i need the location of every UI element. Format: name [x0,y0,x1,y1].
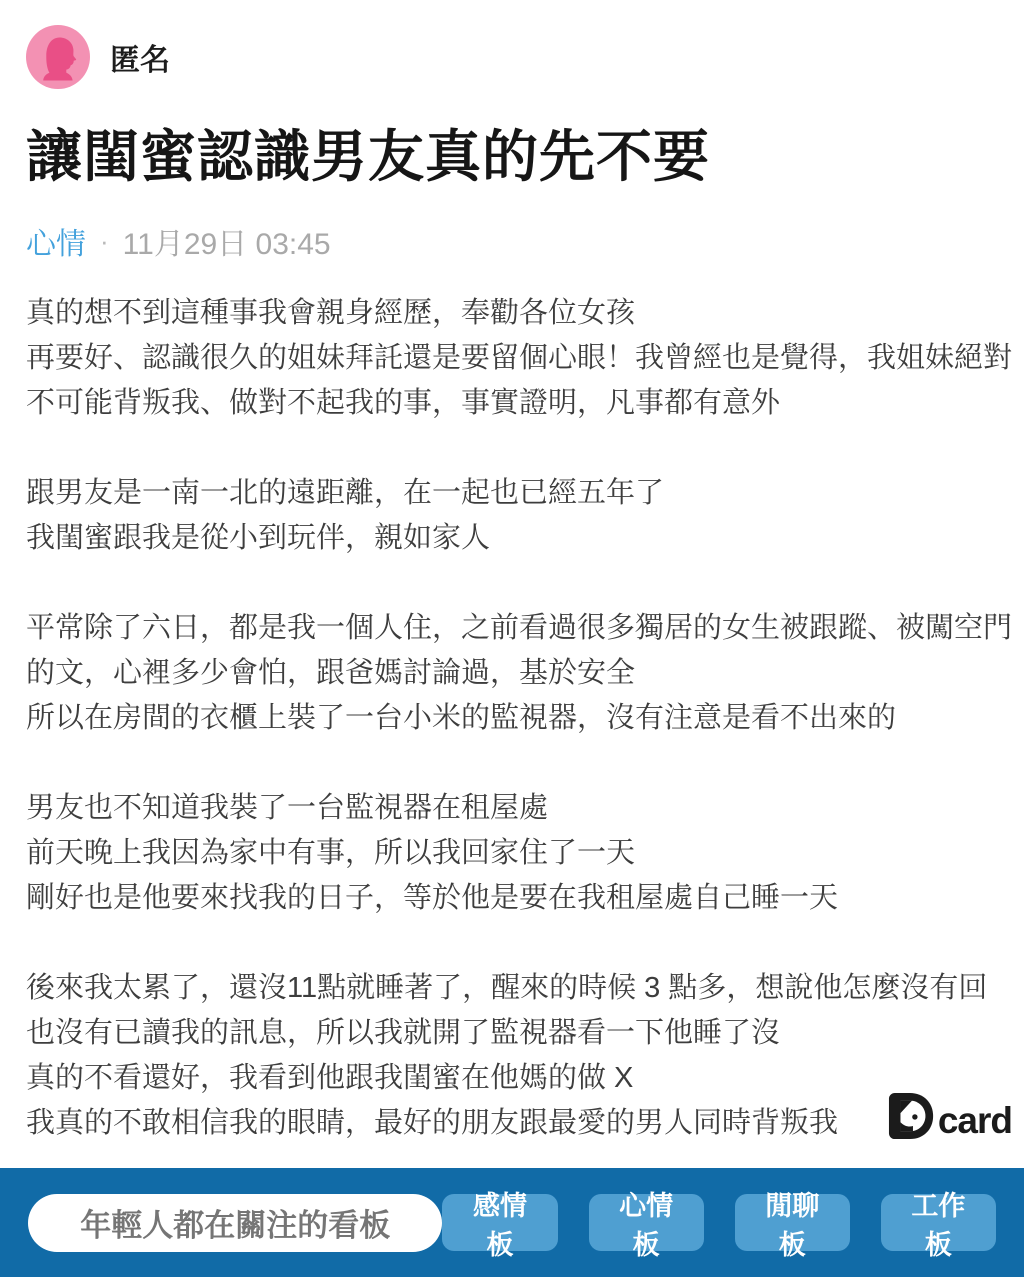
board-button-relationship[interactable]: 感情板 [442,1194,557,1251]
body-line: 真的不看還好，我看到他跟我閨蜜在他媽的做 X [26,1062,634,1094]
paragraph [26,471,996,561]
paragraph [26,786,996,921]
body-line: 後來我太累了，還沒11點就睡著了，醒來的時候 3 點多，想說他怎麼沒有回 [26,972,988,1004]
bottom-promo-bar [0,1168,1024,1277]
board-button-chat[interactable]: 閒聊板 [735,1194,850,1251]
body-line: 真的想不到這種事我會親身經歷，奉勸各位女孩 [26,297,636,329]
author-name: 匿名 [110,44,170,77]
body-line: 跟男友是一南一北的遠距離，在一起也已經五年了 [26,477,665,509]
board-button-group [442,1190,996,1260]
category-link[interactable]: 心情 [26,228,86,261]
explore-boards-pill[interactable]: 年輕人都在關注的看板 [28,1194,442,1252]
body-line: 我真的不敢相信我的眼睛，最好的朋友跟最愛的男人同時背叛我 [26,1107,839,1139]
post-meta [26,219,996,263]
dcard-logo [888,1092,1012,1140]
meta-separator: · [100,225,109,256]
post-timestamp: 11月29日 03:45 [122,228,331,261]
post-body [26,291,1013,1146]
paragraph [26,606,1013,741]
body-line: 男友也不知道我裝了一台監視器在租屋處 [26,792,549,824]
board-button-mood[interactable]: 心情板 [589,1194,704,1251]
author-row [26,25,996,89]
body-line: 所以在房間的衣櫃上裝了一台小米的監視器，沒有注意是看不出來的 [26,702,897,734]
body-line: 前天晚上我因為家中有事，所以我回家住了一天 [26,837,636,869]
dcard-d-icon [888,1092,936,1140]
anonymous-female-avatar-icon [26,25,90,89]
paragraph [26,291,1013,426]
post-title: 讓閨蜜認識男友真的先不要 [26,125,710,188]
dcard-wordmark: card [937,1100,1012,1141]
body-line: 不可能背叛我、做對不起我的事，事實證明，凡事都有意外 [26,387,781,419]
board-button-work[interactable]: 工作板 [881,1194,996,1251]
body-line: 平常除了六日，都是我一個人住，之前看過很多獨居的女生被跟蹤、被闖空門 [26,612,1013,644]
body-line: 剛好也是他要來找我的日子，等於他是要在我租屋處自己睡一天 [26,882,839,914]
body-line: 我閨蜜跟我是從小到玩伴，親如家人 [26,522,491,554]
body-line: 的文，心裡多少會怕，跟爸媽討論過，基於安全 [26,657,636,689]
body-line: 也沒有已讀我的訊息，所以我就開了監視器看一下他睡了沒 [26,1017,781,1049]
paragraph [26,966,996,1146]
body-line: 再要好、認識很久的姐妹拜託還是要留個心眼！我曾經也是覺得，我姐妹絕對 [26,342,1013,374]
